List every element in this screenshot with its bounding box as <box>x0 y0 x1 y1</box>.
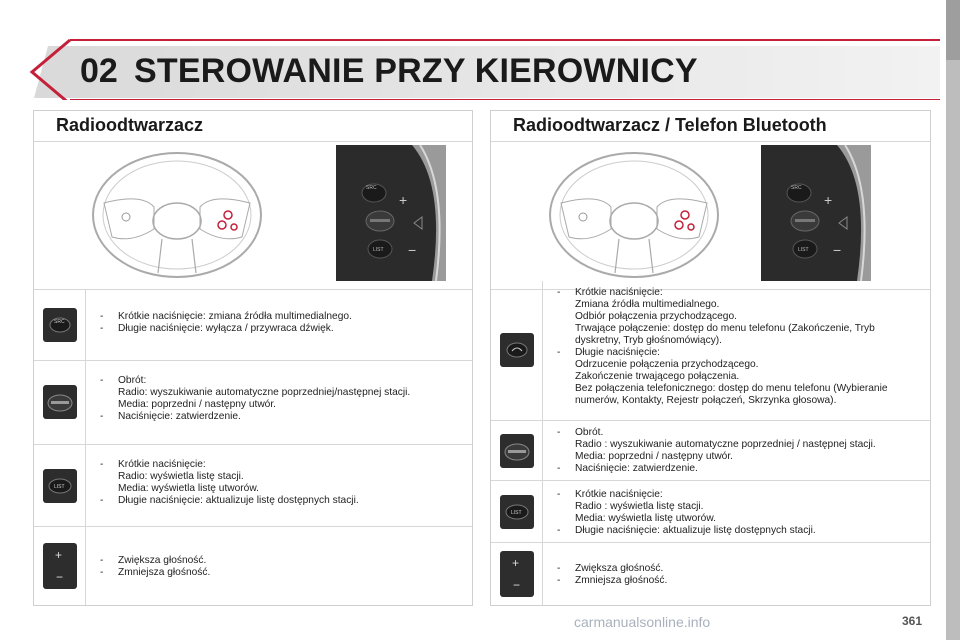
right-panel-header <box>491 111 930 142</box>
page-title: STEROWANIE PRZY KIEROWNICY <box>134 52 698 90</box>
left-row-4-text: - Zwiększa głośność. - Zmniejsza głośność. <box>100 555 464 579</box>
left-panel-title: Radioodtwarzacz <box>56 115 204 135</box>
left-row-3 <box>34 445 472 527</box>
right-illustration-row <box>491 141 930 290</box>
text-line: Media: poprzedni / następny utwór. <box>118 399 277 410</box>
left-illustration-row <box>34 141 472 290</box>
left-row-1 <box>34 289 472 361</box>
text-line: Media: poprzedni / następny utwór. <box>575 451 734 462</box>
left-panel <box>33 110 473 606</box>
right-panel <box>490 110 931 606</box>
svg-text:+: + <box>55 548 63 562</box>
src-mute-button-icon <box>34 289 86 360</box>
left-panel-header <box>34 111 472 142</box>
svg-text:−: − <box>513 578 521 592</box>
text-line: Radio : wyszukiwanie automatyczne poprzedniej / następnej stacji. <box>575 439 876 450</box>
text-line: Trwające połączenie: dostęp do menu telefonu (Zakończenie, Tryb dyskretny, Tryb głośnomówiący). <box>575 323 875 346</box>
text-line: Zwiększa głośność. <box>118 555 207 566</box>
page-number: 361 <box>902 614 923 628</box>
right-panel-title: Radioodtwarzacz / Telefon Bluetooth <box>513 115 827 135</box>
text-line: Zmiana źródła multimedialnego. <box>575 299 720 310</box>
steering-controls-photo-icon <box>336 145 446 281</box>
text-line: Długie naciśnięcie: wyłącza / przywraca dźwięk. <box>118 323 334 334</box>
right-row-2 <box>491 421 930 481</box>
watermark: carmanualsonline.info <box>574 614 711 630</box>
svg-text:LIST: LIST <box>54 484 65 490</box>
text-line: Długie naciśnięcie: <box>575 347 660 358</box>
right-row-3 <box>491 481 930 543</box>
text-line: Naciśnięcie: zatwierdzenie. <box>118 411 241 422</box>
text-line: Zwiększa głośność. <box>575 563 664 574</box>
text-line: Krótkie naciśnięcie: <box>575 489 663 500</box>
left-row-3-text: - Krótkie naciśnięcie: Radio: wyświetla listę stacji. Media: wyświetla listę utworów. - Długie naciśnięcie: aktualizuje listę dostępnych stacji. <box>100 459 464 507</box>
text-line: Krótkie naciśnięcie: zmiana źródła multimedialnego. <box>118 311 352 322</box>
scroll-wheel-icon <box>34 361 86 444</box>
svg-text:−: − <box>408 242 417 258</box>
text-line: Krótkie naciśnięcie: <box>575 287 663 298</box>
svg-text:−: − <box>56 570 64 584</box>
text-line: Długie naciśnięcie: aktualizuje listę dostępnych stacji. <box>118 495 359 506</box>
left-row-2-text: - Obrót: Radio: wyszukiwanie automatyczne poprzedniej/następnej stacji. Media: poprzedni / następny utwór. - Naciśnięcie: zatwierdzenie. <box>100 375 464 423</box>
steering-controls-photo-icon <box>761 145 871 281</box>
text-line: Zmniejsza głośność. <box>118 567 211 578</box>
left-row-2 <box>34 361 472 445</box>
text-line: Zakończenie trwającego połączenia. <box>575 371 740 382</box>
src-label: SRC <box>791 185 802 191</box>
text-line: Media: wyświetla listę utworów. <box>118 483 259 494</box>
left-row-1-text: - Krótkie naciśnięcie: zmiana źródła multimedialnego. - Długie naciśnięcie: wyłącza / przywraca dźwięk. <box>100 311 464 335</box>
svg-text:+: + <box>512 556 520 570</box>
volume-buttons-icon <box>34 527 86 605</box>
text-line: Długie naciśnięcie: aktualizuje listę dostępnych stacji. <box>575 525 816 536</box>
steering-wheel-icon <box>82 145 272 285</box>
text-line: Odbiór połączenia przychodzącego. <box>575 311 737 322</box>
list-label: LIST <box>798 247 809 253</box>
right-row-1-text: - Krótkie naciśnięcie: Zmiana źródła multimedialnego. Odbiór połączenia przychodzącego. Trwające połączenie: dostęp do menu telefonu (Zakończenie, Tryb dyskretny, Tryb głośnomówiący). - Długie naciśnięcie: Odrzucenie połączenia przychodzącego. Zakończenie trwającego połączenia. Bez połączenia telefonicznego: dostęp do menu telefonu (Wybieranie numerów, Kontakty, Rejestr połączeń, Skrzynka głosowa). <box>557 287 922 407</box>
side-tab-accent <box>946 0 960 60</box>
page-header <box>0 0 960 100</box>
steering-wheel-icon <box>539 145 729 285</box>
right-row-3-text: - Krótkie naciśnięcie: Radio : wyświetla listę stacji. Media: wyświetla listę utworów. - Długie naciśnięcie: aktualizuje listę dostępnych stacji. <box>557 489 922 537</box>
list-button-icon <box>34 445 86 526</box>
svg-text:+: + <box>824 192 833 208</box>
text-line: Naciśnięcie: zatwierdzenie. <box>575 463 698 474</box>
svg-text:SRC: SRC <box>54 319 65 325</box>
text-line: Media: wyświetla listę utworów. <box>575 513 716 524</box>
left-row-4 <box>34 527 472 605</box>
svg-text:−: − <box>833 242 842 258</box>
right-row-1 <box>491 281 930 421</box>
right-row-4-text: - Zwiększa głośność. - Zmniejsza głośność. <box>557 563 922 587</box>
svg-text:+: + <box>399 192 408 208</box>
text-line: Bez połączenia telefonicznego: dostęp do menu telefonu (Wybieranie numerów, Kontakty, Rejestr połączeń, Skrzynka głosowa). <box>575 383 888 406</box>
text-line: Obrót: <box>118 375 147 386</box>
text-line: Zmniejsza głośność. <box>575 575 668 586</box>
chapter-number: 02 <box>80 52 118 90</box>
scroll-wheel-icon <box>491 421 543 480</box>
right-row-4 <box>491 543 930 605</box>
src-label: SRC <box>366 185 377 191</box>
right-row-2-text: - Obrót. Radio : wyszukiwanie automatyczne poprzedniej / następnej stacji. Media: poprzedni / następny utwór. - Naciśnięcie: zatwierdzenie. <box>557 427 922 475</box>
text-line: Obrót. <box>575 427 604 438</box>
text-line: Odrzucenie połączenia przychodzącego. <box>575 359 759 370</box>
text-line: Radio: wyświetla listę stacji. <box>118 471 244 482</box>
svg-text:LIST: LIST <box>511 510 522 516</box>
volume-buttons-icon <box>491 543 543 605</box>
side-tab <box>946 0 960 640</box>
text-line: Krótkie naciśnięcie: <box>118 459 206 470</box>
list-button-icon <box>491 481 543 542</box>
src-phone-button-icon <box>491 281 543 420</box>
text-line: Radio: wyszukiwanie automatyczne poprzedniej/następnej stacji. <box>118 387 411 398</box>
list-label: LIST <box>373 247 384 253</box>
text-line: Radio : wyświetla listę stacji. <box>575 501 704 512</box>
